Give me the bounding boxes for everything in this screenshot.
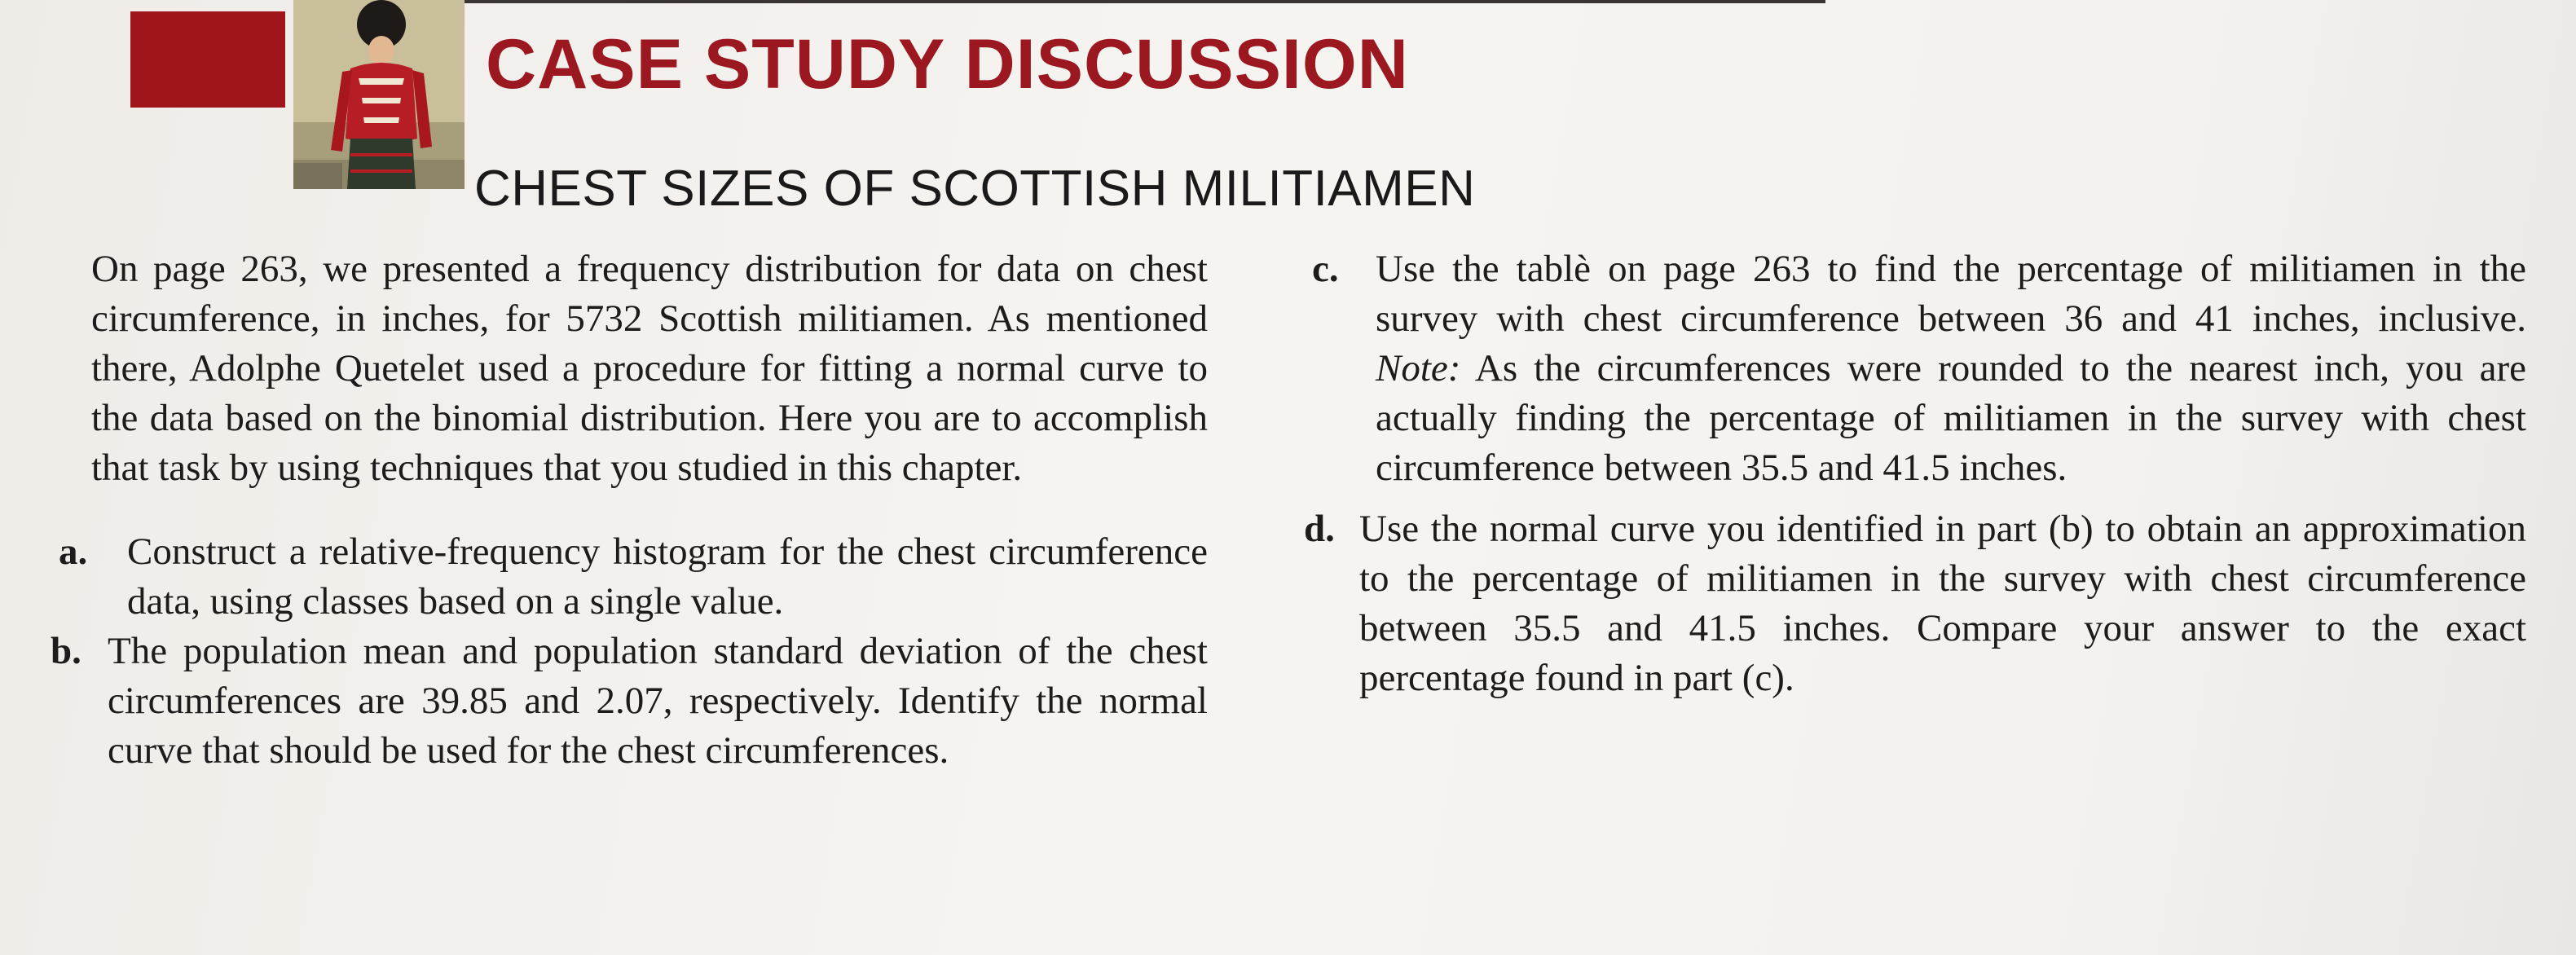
question-c-text-before-note: Use the tablè on page 263 to find the percentage of militiamen in the survey with chest circumference between 36 and 41 inches, inclusive. bbox=[1376, 248, 2526, 340]
soldier-photo bbox=[293, 0, 465, 189]
case-study-subtitle: CHEST SIZES OF SCOTTISH MILITIAMEN bbox=[474, 161, 1476, 217]
left-column bbox=[51, 244, 1208, 776]
question-d-marker: d. bbox=[1304, 508, 1335, 550]
question-c-marker: c. bbox=[1312, 248, 1339, 290]
right-column bbox=[1304, 244, 2526, 703]
question-d-text: Use the normal curve you identified in part (b) to obtain an approximation to the percentage of militiamen in the survey with chest circumference between 35.5 and 41.5 inches. Compare your answer to the exact percentage found in part (c). bbox=[1359, 508, 2526, 699]
question-b-marker: b. bbox=[51, 630, 81, 672]
question-a bbox=[51, 527, 1208, 627]
question-c-text-after-note: As the circumferences were rounded to the nearest inch, you are actually finding the percentage of militiamen in the survey with chest circumference between 35.5 and 41.5 inches. bbox=[1376, 347, 2526, 489]
top-rule bbox=[456, 0, 1825, 3]
question-c-note-label: Note: bbox=[1376, 347, 1461, 389]
intro-paragraph: On page 263, we presented a frequency distribution for data on chest circumference, in inches, for 5732 Scottish militiamen. As mentioned there, Adolphe Quetelet used a procedure for fitting a normal curve to the data based on the binomial distribution. Here you are to accomplish that task by using techniques that you studied in this chapter. bbox=[91, 248, 1208, 489]
question-b bbox=[51, 627, 1208, 776]
question-a-text: Construct a relative-frequency histogram for the chest circumference data, using classes based on a single value. bbox=[127, 530, 1208, 623]
red-accent-block bbox=[130, 11, 285, 108]
question-d bbox=[1304, 504, 2526, 703]
question-a-marker: a. bbox=[59, 530, 88, 573]
question-b-text: The population mean and population standard deviation of the chest circumferences are 39.85 and 2.07, respectively. Identify the normal curve that should be used for the chest circumferences. bbox=[108, 630, 1208, 772]
question-c-text bbox=[1376, 244, 2526, 493]
question-c bbox=[1304, 244, 2526, 493]
case-study-title: CASE STUDY DISCUSSION bbox=[486, 25, 1409, 103]
